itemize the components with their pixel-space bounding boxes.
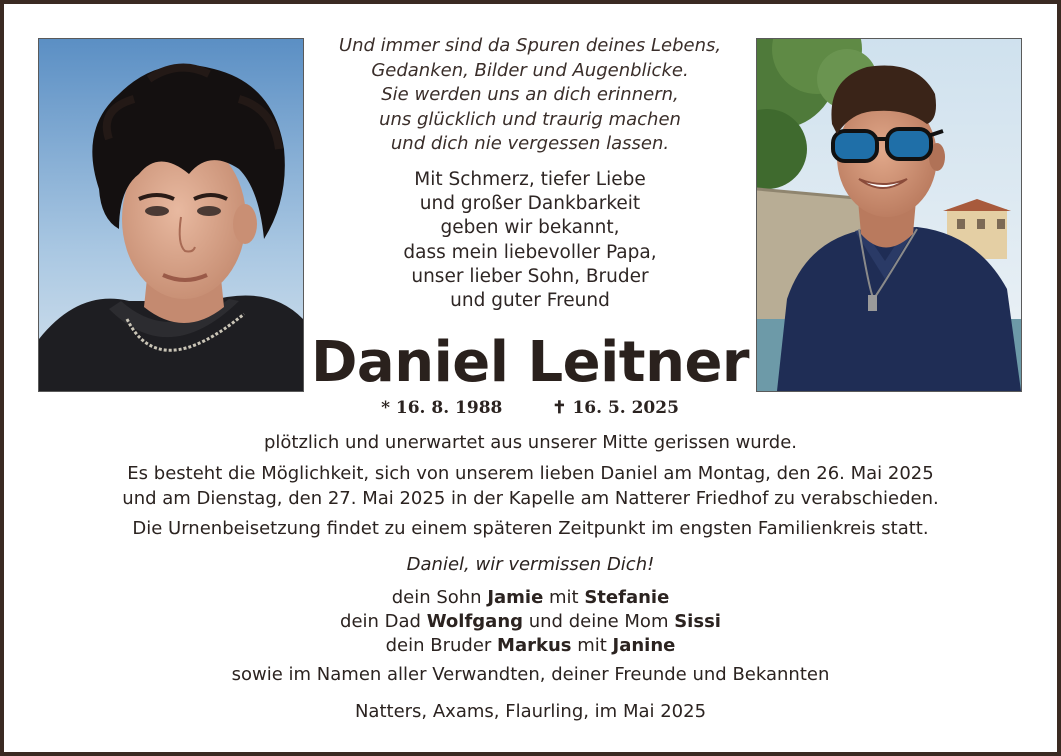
- intro-line: und guter Freund: [450, 290, 610, 312]
- place-date: Natters, Axams, Flaurling, im Mai 2025: [354, 701, 707, 722]
- family-list: [0, 586, 1061, 658]
- poem-line: und dich nie vergessen lassen.: [390, 133, 670, 154]
- deceased-name: Daniel Leitner: [310, 330, 750, 395]
- statement: plötzlich und unerwartet aus unserer Mitte gerissen wurde.: [263, 432, 798, 453]
- intro-line: geben wir bekannt,: [440, 217, 620, 239]
- poem-line: Und immer sind da Spuren deines Lebens,: [338, 35, 722, 56]
- family-line: dein Dad Wolfgang und deine Mom Sissi: [340, 611, 721, 632]
- portrait-photo-young: [38, 38, 304, 392]
- birth-date: * 16. 8. 1988: [381, 398, 503, 418]
- poem-line: Gedanken, Bilder und Augenblicke.: [371, 59, 689, 81]
- intro-line: unser lieber Sohn, Bruder: [411, 265, 649, 287]
- farewell-info: [0, 462, 1061, 511]
- announcement-intro: [300, 168, 760, 313]
- miss-you-line: Daniel, wir vermissen Dich!: [406, 554, 655, 575]
- farewell-line: und am Dienstag, den 27. Mai 2025 in der Kapelle am Natterer Friedhof zu verabschieden.: [122, 487, 939, 509]
- intro-line: und großer Dankbarkeit: [419, 193, 641, 215]
- family-line: dein Bruder Markus mit Janine: [385, 635, 676, 656]
- poem-line: uns glücklich und traurig machen: [379, 108, 681, 130]
- poem-line: Sie werden uns an dich erinnern,: [381, 84, 679, 105]
- farewell-line: Es besteht die Möglichkeit, sich von unserem lieben Daniel am Montag, den 26. Mai 2025: [127, 463, 934, 484]
- life-dates: [300, 397, 760, 419]
- relatives-line: sowie im Namen aller Verwandten, deiner Freunde und Bekannten: [231, 664, 830, 685]
- intro-line: Mit Schmerz, tiefer Liebe: [414, 169, 646, 190]
- family-line: dein Sohn Jamie mit Stefanie: [391, 587, 670, 608]
- intro-line: dass mein liebevoller Papa,: [403, 241, 657, 263]
- death-date: ✝ 16. 5. 2025: [552, 398, 679, 418]
- portrait-photo-recent: [756, 38, 1022, 392]
- poem: [300, 34, 760, 157]
- burial-info: Die Urnenbeisetzung findet zu einem späteren Zeitpunkt im engsten Familienkreis statt.: [132, 518, 929, 539]
